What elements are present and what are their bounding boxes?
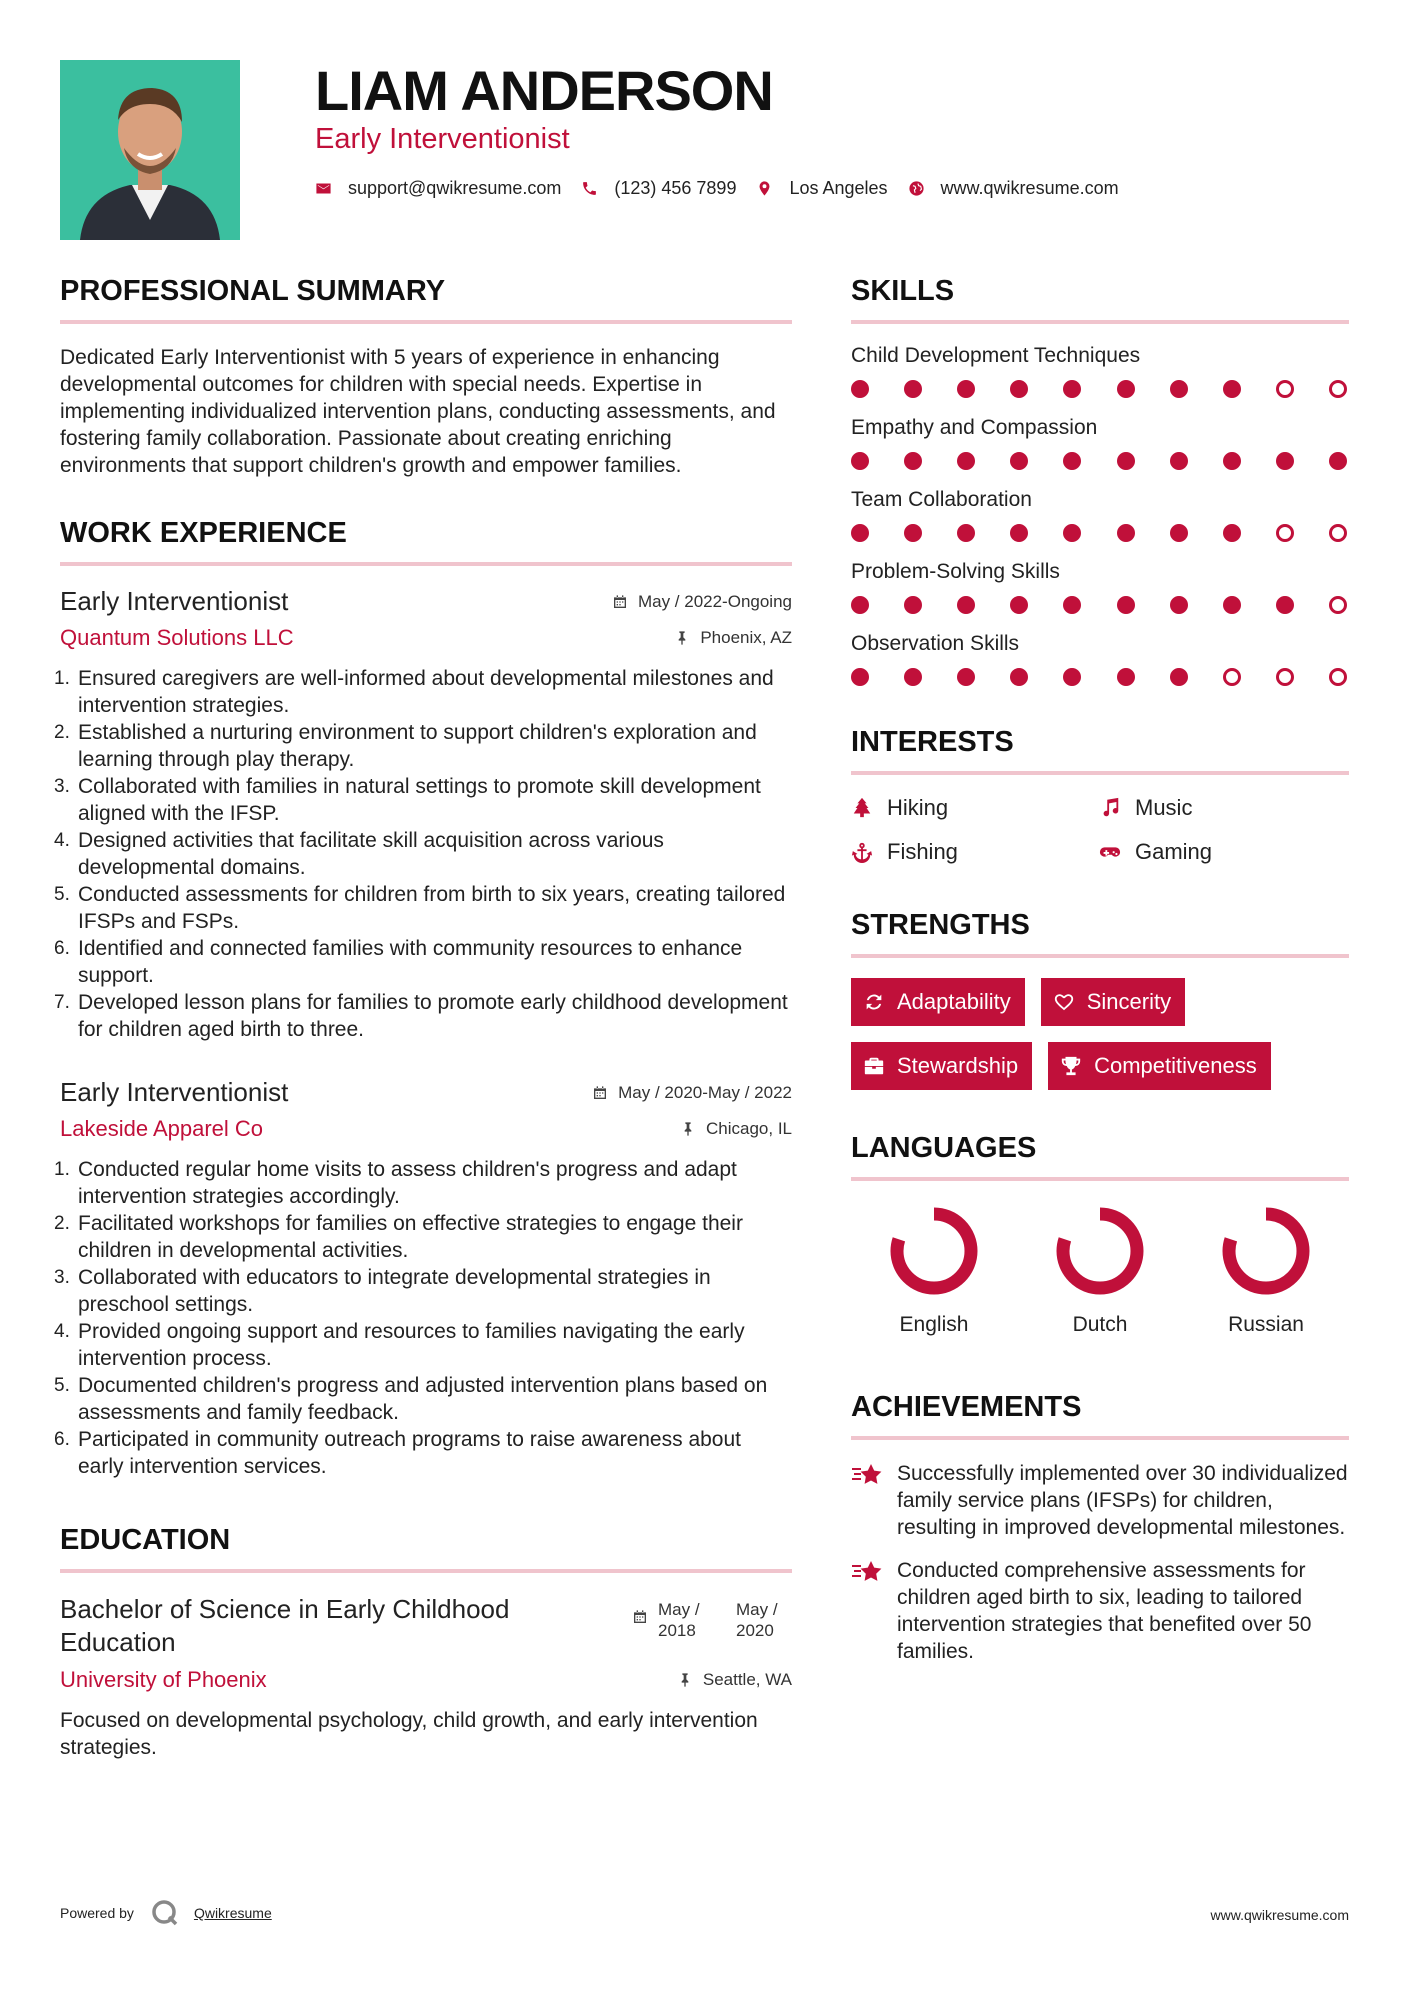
rating-dot-filled [1117, 668, 1135, 686]
rating-dot-filled [1117, 596, 1135, 614]
skill-name: Team Collaboration [851, 488, 1032, 511]
pushpin-icon [674, 630, 690, 646]
candidate-title: Early Interventionist [315, 123, 570, 155]
interest-item [1099, 839, 1347, 865]
brand-link[interactable]: Qwikresume [193, 1905, 272, 1921]
rating-dot-empty [1329, 668, 1347, 686]
location-text: Los Angeles [789, 178, 888, 198]
rating-dot-filled [1063, 452, 1081, 470]
language-item [851, 1201, 1017, 1337]
calendar-icon [632, 1609, 648, 1625]
language-gauge [884, 1201, 984, 1301]
rating-dot-filled [904, 596, 922, 614]
trophy-icon [1060, 1055, 1082, 1077]
education-start: May / 2018 [658, 1600, 700, 1640]
job-dates [612, 592, 792, 612]
job-location-text: Phoenix, AZ [700, 628, 792, 647]
rating-dot-filled [1063, 380, 1081, 398]
interests-heading: INTERESTS [851, 726, 1349, 775]
skill-item [851, 344, 1349, 398]
rating-dot-empty [1329, 380, 1347, 398]
language-item [1017, 1201, 1183, 1337]
rating-dot-filled [957, 452, 975, 470]
interest-label: Music [1135, 795, 1193, 820]
language-gauge-arc [1229, 1214, 1303, 1288]
language-gauge-arc [897, 1214, 971, 1288]
job-bullet: Facilitated workshops for families on effective strategies to engage their children in developmental activities. [78, 1212, 743, 1262]
contact-website[interactable] [908, 178, 1119, 199]
language-list [851, 1201, 1349, 1337]
job-bullet: Collaborated with families in natural settings to promote skill development aligned with the IFSP. [78, 775, 761, 825]
contact-email[interactable] [315, 178, 561, 199]
job-location [680, 1119, 792, 1139]
music-note-icon [1099, 797, 1121, 819]
language-gauge [1216, 1201, 1316, 1301]
candidate-name: LIAM ANDERSON [315, 59, 773, 122]
language-gauge [1050, 1201, 1150, 1301]
rating-dot-filled [904, 452, 922, 470]
rating-dot-filled [1117, 452, 1135, 470]
website-text: www.qwikresume.com [940, 178, 1119, 198]
skill-rating [851, 380, 1347, 398]
achievements-heading: ACHIEVEMENTS [851, 1391, 1349, 1440]
achievement-text: Conducted comprehensive assessments for children aged birth to six, leading to tailored intervention strategies that benefited over 50 families. [897, 1559, 1312, 1663]
skill-rating [851, 452, 1347, 470]
job-bullet: Documented children's progress and adjusted intervention plans based on assessments and family feedback. [78, 1374, 768, 1424]
rating-dot-filled [851, 524, 869, 542]
job-bullets [60, 1156, 792, 1480]
pushpin-icon [680, 1121, 696, 1137]
rating-dot-filled [1329, 452, 1347, 470]
school-location [677, 1670, 792, 1690]
footer-website[interactable]: www.qwikresume.com [1210, 1907, 1349, 1923]
skill-name: Child Development Techniques [851, 344, 1141, 367]
star-badge-icon [851, 1462, 885, 1488]
pushpin-icon [677, 1672, 693, 1688]
rating-dot-filled [1063, 596, 1081, 614]
interest-list [851, 795, 1349, 865]
gamepad-icon [1099, 841, 1121, 863]
job-bullet: Ensured caregivers are well-informed about developmental milestones and intervention strategies. [78, 667, 774, 717]
rating-dot-empty [1329, 596, 1347, 614]
rating-dot-filled [1010, 452, 1028, 470]
interest-item [1099, 795, 1347, 821]
job-location-text: Chicago, IL [706, 1119, 792, 1138]
job-bullet: Developed lesson plans for families to promote early childhood development for children aged birth to three. [78, 991, 788, 1041]
strength-label: Sincerity [1086, 989, 1172, 1014]
achievement-item [851, 1460, 1349, 1541]
rating-dot-filled [1063, 524, 1081, 542]
rating-dot-filled [851, 668, 869, 686]
rating-dot-filled [957, 668, 975, 686]
contact-phone[interactable] [581, 178, 736, 199]
school-location-text: Seattle, WA [702, 1670, 792, 1689]
rating-dot-filled [1170, 668, 1188, 686]
education-description: Focused on developmental psychology, child growth, and early intervention strategies. [60, 1709, 758, 1759]
strength-tag [851, 978, 1025, 1026]
calendar-icon [592, 1085, 608, 1101]
interest-item [851, 839, 1099, 865]
rating-dot-filled [904, 380, 922, 398]
left-column [60, 275, 792, 1761]
strength-list [851, 978, 1349, 1090]
rating-dot-filled [1010, 380, 1028, 398]
achievement-item [851, 1557, 1349, 1665]
language-name: Russian [1228, 1313, 1304, 1336]
rating-dot-filled [1223, 596, 1241, 614]
skill-item [851, 560, 1349, 614]
rating-dot-filled [1010, 524, 1028, 542]
rating-dot-filled [957, 596, 975, 614]
rating-dot-filled [1170, 524, 1188, 542]
skill-rating [851, 524, 1347, 542]
rating-dot-filled [1276, 452, 1294, 470]
strength-tag [1041, 978, 1185, 1026]
rating-dot-filled [1010, 596, 1028, 614]
rating-dot-empty [1223, 668, 1241, 686]
skill-item [851, 632, 1349, 686]
rating-dot-empty [1276, 524, 1294, 542]
achievement-list [851, 1460, 1349, 1665]
job-bullet: Collaborated with educators to integrate developmental strategies in preschool settings. [78, 1266, 711, 1316]
qwikresume-logo-icon [150, 1898, 180, 1928]
job-title: Early Interventionist [60, 586, 289, 616]
job-dates-text: May / 2020-May / 2022 [618, 1083, 792, 1102]
footer-powered-by [60, 1898, 272, 1928]
rating-dot-filled [1117, 380, 1135, 398]
skill-rating [851, 668, 1347, 686]
company-name: Lakeside Apparel Co [60, 1116, 264, 1141]
tree-icon [851, 797, 873, 819]
strength-label: Competitiveness [1094, 1053, 1257, 1078]
education-heading: EDUCATION [60, 1524, 792, 1573]
skill-name: Observation Skills [851, 632, 1020, 655]
map-pin-icon [756, 180, 773, 197]
rating-dot-filled [1223, 380, 1241, 398]
right-column [851, 275, 1349, 1681]
summary-heading: PROFESSIONAL SUMMARY [60, 275, 792, 324]
education-end: May / 2020 [736, 1600, 778, 1640]
rating-dot-filled [1170, 452, 1188, 470]
skill-rating [851, 596, 1347, 614]
contact-bar [315, 178, 1139, 199]
rating-dot-filled [1170, 596, 1188, 614]
anchor-icon [851, 841, 873, 863]
job-bullets [60, 665, 792, 1043]
education-entry [60, 1593, 792, 1761]
job-bullet: Established a nurturing environment to support children's exploration and learning through play therapy. [78, 721, 757, 771]
powered-by-label: Powered by [60, 1905, 134, 1921]
job-bullet: Conducted regular home visits to assess children's progress and adapt intervention strategies accordingly. [78, 1158, 737, 1208]
rating-dot-filled [1223, 524, 1241, 542]
envelope-icon [315, 180, 332, 197]
rating-dot-filled [1276, 596, 1294, 614]
globe-icon [908, 180, 925, 197]
refresh-icon [863, 991, 885, 1013]
skill-list [851, 344, 1349, 686]
rating-dot-filled [1223, 452, 1241, 470]
school-name: University of Phoenix [60, 1667, 267, 1692]
rating-dot-empty [1329, 524, 1347, 542]
rating-dot-filled [957, 524, 975, 542]
skill-name: Problem-Solving Skills [851, 560, 1060, 583]
language-name: Dutch [1072, 1313, 1128, 1336]
strength-tag [851, 1042, 1032, 1090]
job-entry [60, 1077, 792, 1480]
experience-heading: WORK EXPERIENCE [60, 517, 792, 566]
rating-dot-empty [1276, 668, 1294, 686]
email-text: support@qwikresume.com [348, 178, 562, 198]
rating-dot-filled [851, 380, 869, 398]
skill-item [851, 488, 1349, 542]
skill-name: Empathy and Compassion [851, 416, 1098, 439]
strength-label: Stewardship [897, 1053, 1019, 1078]
company-name: Quantum Solutions LLC [60, 625, 294, 650]
interest-label: Fishing [887, 839, 958, 864]
phone-text: (123) 456 7899 [614, 178, 737, 198]
rating-dot-filled [851, 452, 869, 470]
rating-dot-filled [1010, 668, 1028, 686]
rating-dot-filled [957, 380, 975, 398]
avatar [60, 60, 240, 240]
job-bullet: Conducted assessments for children from birth to six years, creating tailored IFSPs and FSPs. [78, 883, 786, 933]
job-entry [60, 586, 792, 1043]
job-dates [592, 1083, 792, 1103]
job-bullet: Designed activities that facilitate skill acquisition across various developmental domains. [78, 829, 664, 879]
languages-heading: LANGUAGES [851, 1132, 1349, 1181]
education-dates [632, 1599, 792, 1641]
star-badge-icon [851, 1559, 885, 1585]
interest-item [851, 795, 1099, 821]
language-gauge-arc [1063, 1214, 1137, 1288]
rating-dot-filled [1117, 524, 1135, 542]
job-bullet: Participated in community outreach programs to raise awareness about early intervention services. [78, 1428, 741, 1478]
language-item [1183, 1201, 1349, 1337]
rating-dot-filled [904, 668, 922, 686]
strengths-heading: STRENGTHS [851, 909, 1349, 958]
skill-item [851, 416, 1349, 470]
profile-photo [60, 60, 240, 240]
job-dates-text: May / 2022-Ongoing [637, 592, 792, 611]
strength-tag [1048, 1042, 1271, 1090]
rating-dot-filled [851, 596, 869, 614]
language-name: English [899, 1313, 969, 1336]
strength-label: Adaptability [897, 989, 1011, 1014]
job-location [674, 628, 792, 648]
rating-dot-filled [1063, 668, 1081, 686]
job-title: Early Interventionist [60, 1077, 289, 1107]
skills-heading: SKILLS [851, 275, 1349, 324]
rating-dot-filled [904, 524, 922, 542]
briefcase-icon [863, 1055, 885, 1077]
heart-icon [1053, 991, 1075, 1013]
summary-text: Dedicated Early Interventionist with 5 years of experience in enhancing developmental outcomes for children with special needs. Expertise in implementing individualized intervention plans, conducting assessments, and fostering family collaboration. Passionate about creating enriching environments that support children's growth and empower families. [60, 346, 776, 477]
phone-icon [581, 180, 598, 197]
rating-dot-filled [1170, 380, 1188, 398]
degree-title: Bachelor of Science in Early Childhood Education [60, 1594, 510, 1657]
job-list [60, 586, 792, 1480]
contact-location [756, 178, 887, 199]
rating-dot-empty [1276, 380, 1294, 398]
interest-label: Gaming [1135, 839, 1213, 864]
calendar-icon [612, 594, 628, 610]
job-bullet: Provided ongoing support and resources to families navigating the early intervention process. [78, 1320, 745, 1370]
interest-label: Hiking [887, 795, 949, 820]
job-bullet: Identified and connected families with community resources to enhance support. [78, 937, 743, 987]
achievement-text: Successfully implemented over 30 individualized family service plans (IFSPs) for children, resulting in improved developmental milestones. [897, 1462, 1348, 1539]
